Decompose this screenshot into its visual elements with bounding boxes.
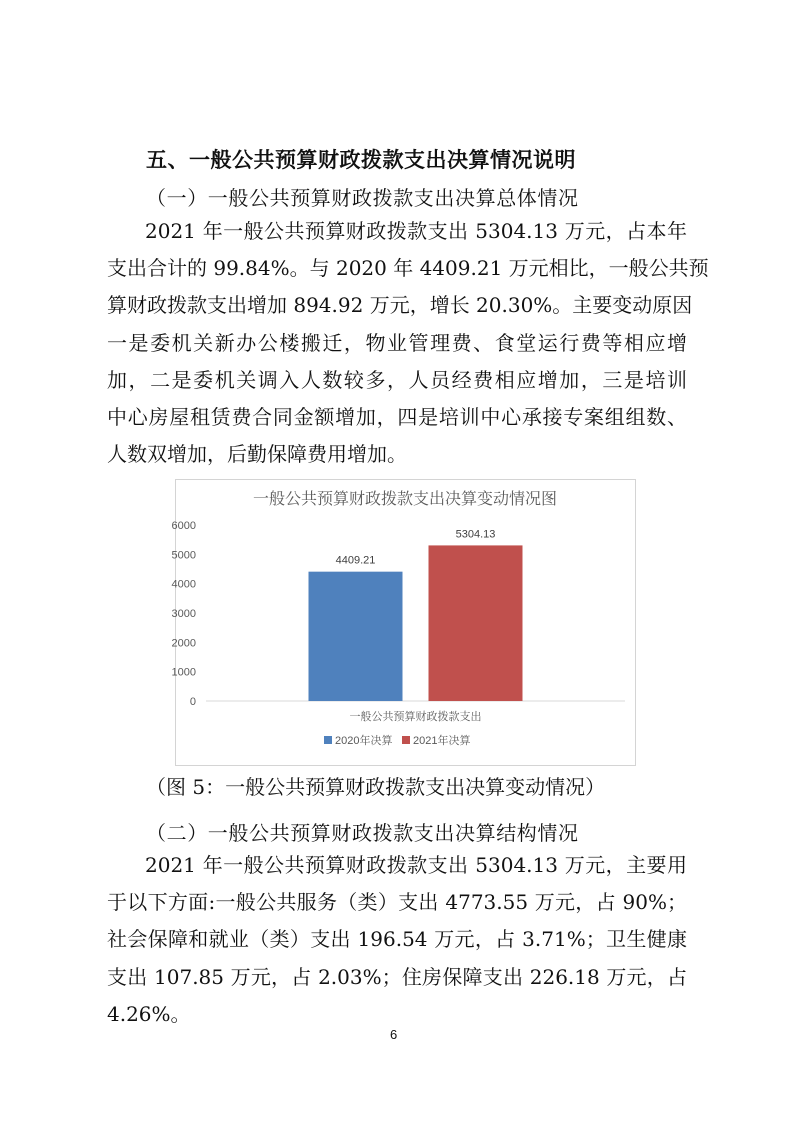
y-tick-label: 0 bbox=[189, 696, 196, 708]
y-tick-label: 2000 bbox=[171, 637, 196, 650]
chart-canvas bbox=[171, 480, 635, 765]
paragraph-line: 加，二是委机关调入人数较多，人员经费相应增加，三是培训 bbox=[107, 367, 687, 392]
y-tick-label: 1000 bbox=[171, 666, 196, 679]
paragraph-line: 4.26%。 bbox=[107, 1001, 191, 1026]
paragraph-structure bbox=[107, 847, 687, 1033]
y-tick-label: 3000 bbox=[171, 608, 196, 620]
legend-swatch bbox=[402, 736, 410, 744]
paragraph-line: 社会保障和就业（类）支出 196.54 万元，占 3.71%；卫生健康 bbox=[107, 927, 687, 952]
paragraph-line: 算财政拨款支出增加 894.92 万元，增长 20.30%。主要变动原因 bbox=[107, 293, 693, 318]
x-category-label: 一般公共预算财政拨款支出 bbox=[349, 711, 482, 723]
legend-label: 2020年决算 bbox=[335, 735, 393, 747]
paragraph-line: 2021 年一般公共预算财政拨款支出 5304.13 万元，主要用 bbox=[145, 853, 687, 877]
bar bbox=[429, 545, 523, 701]
data-label: 4409.21 bbox=[335, 554, 376, 567]
y-tick-label: 5000 bbox=[171, 549, 196, 562]
paragraph-overall bbox=[107, 213, 709, 473]
data-label: 5304.13 bbox=[455, 528, 496, 541]
figure-caption: （图 5：一般公共预算财政拨款支出决算变动情况） bbox=[146, 775, 606, 799]
bar bbox=[309, 572, 403, 701]
y-tick-label: 6000 bbox=[171, 520, 196, 532]
paragraph-line: 于以下方面:一般公共服务（类）支出 4773.55 万元，占 90%； bbox=[107, 890, 687, 915]
subsection-title-1: （一）一般公共预算财政拨款支出决算总体情况 bbox=[146, 186, 579, 210]
subsection-title-2: （二）一般公共预算财政拨款支出决算结构情况 bbox=[146, 821, 579, 845]
paragraph-line: 中心房屋租赁费合同金额增加，四是培训中心承接专案组组数、 bbox=[107, 404, 687, 429]
paragraph-line: 人数双增加，后勤保障费用增加。 bbox=[107, 442, 407, 467]
page-number: 6 bbox=[390, 1027, 398, 1042]
chart-title: 一般公共预算财政拨款支出决算变动情况图 bbox=[252, 491, 558, 508]
paragraph-line: 一是委机关新办公楼搬迁，物业管理费、食堂运行费等相应增 bbox=[107, 330, 687, 355]
legend-swatch bbox=[324, 736, 332, 744]
paragraph-line: 2021 年一般公共预算财政拨款支出 5304.13 万元，占本年 bbox=[145, 219, 687, 243]
legend-label: 2021年决算 bbox=[413, 735, 471, 747]
paragraph-line: 支出合计的 99.84%。与 2020 年 4409.21 万元相比，一般公共预 bbox=[107, 256, 709, 281]
section-heading: 五、一般公共预算财政拨款支出决算情况说明 bbox=[146, 148, 576, 172]
bar-chart bbox=[171, 479, 636, 766]
y-tick-label: 4000 bbox=[171, 578, 196, 591]
paragraph-line: 支出 107.85 万元，占 2.03%；住房保障支出 226.18 万元，占 bbox=[107, 964, 687, 989]
